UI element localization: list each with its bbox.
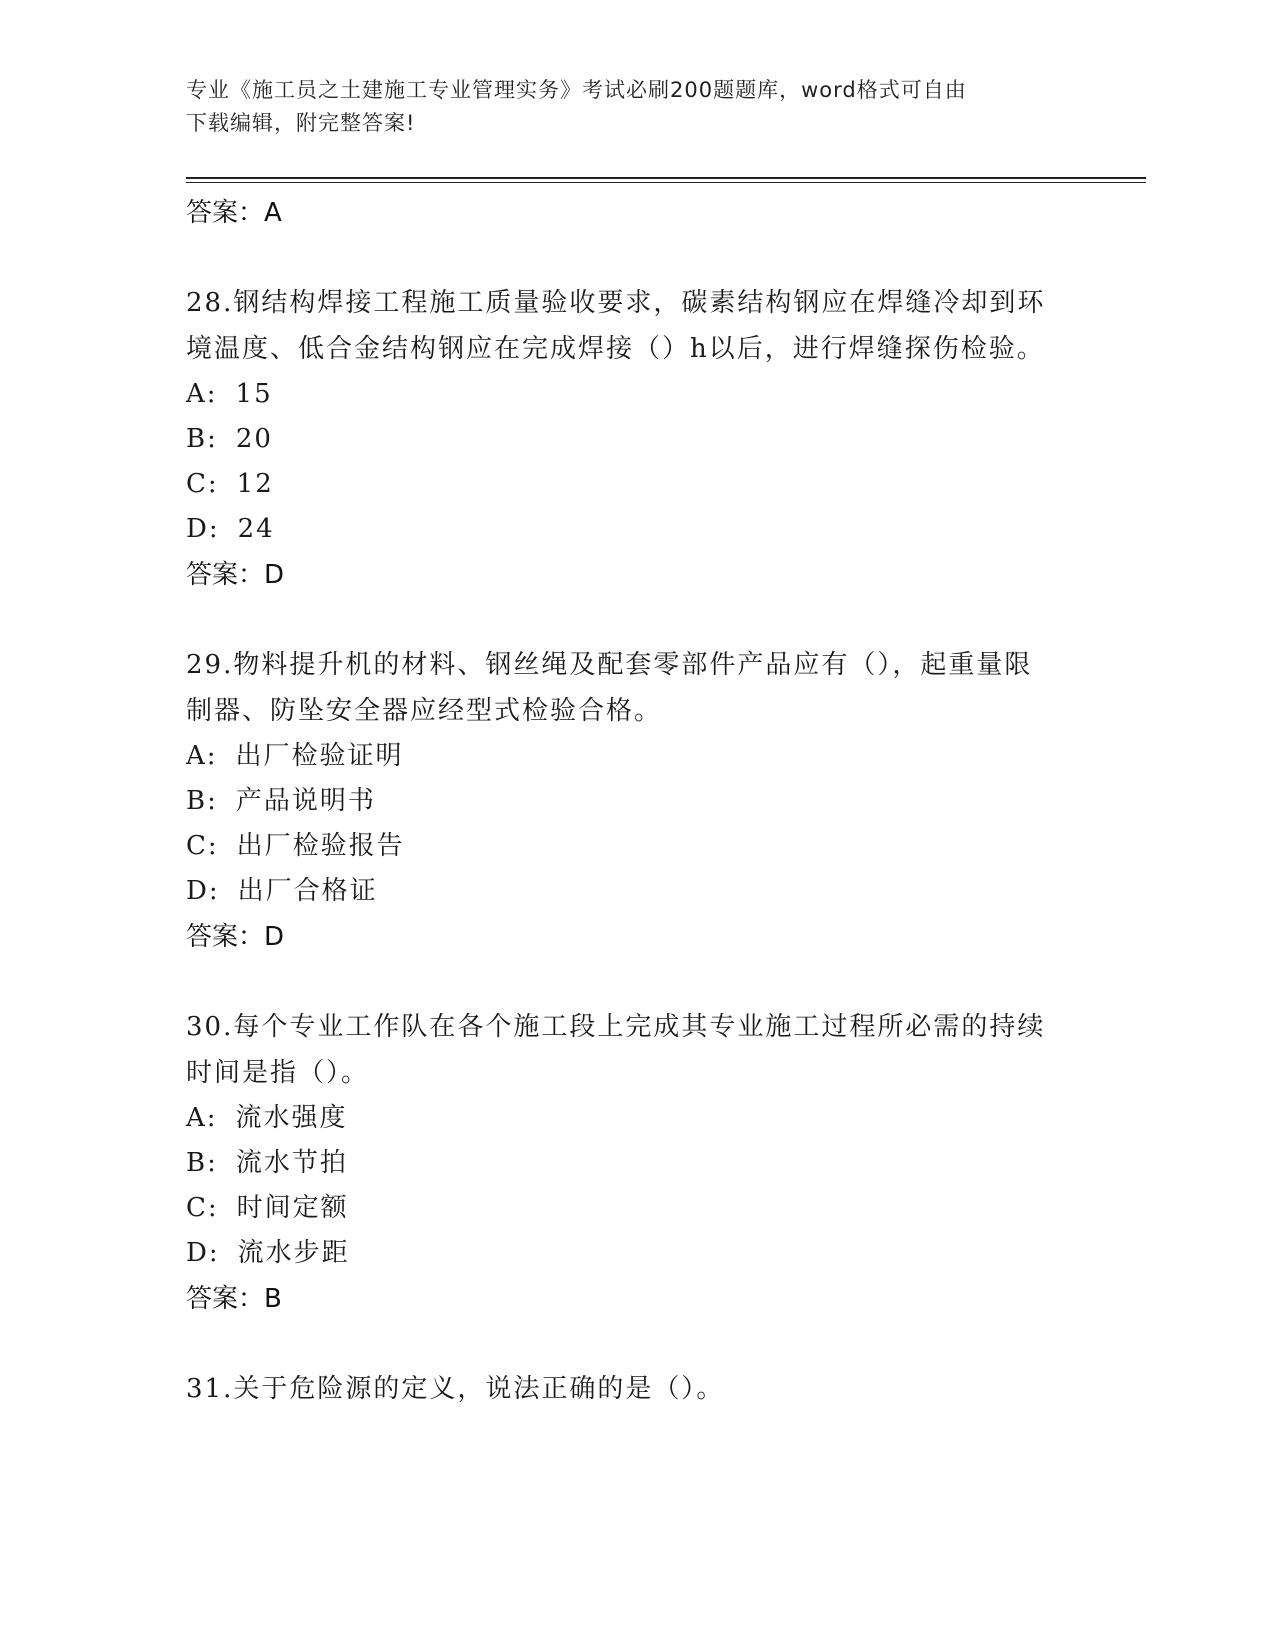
question-stem: 28.钢结构焊接工程施工质量验收要求，碳素结构钢应在焊缝冷却到环 境温度、低合金结构钢应在完成焊接（）h以后，进行焊缝探伤检验。 [186, 288, 1046, 364]
option-a: A: 流水强度 [186, 1103, 348, 1133]
answer-27: 答案：A [186, 198, 282, 228]
option-b: B: 流水节拍 [186, 1148, 348, 1178]
answer-30: 答案：B [186, 1284, 282, 1314]
page-header [186, 74, 1086, 140]
option-c: C: 时间定额 [186, 1193, 349, 1223]
option-d: D: 出厂合格证 [186, 876, 378, 906]
option-b: B: 产品说明书 [186, 786, 376, 816]
option-b: B: 20 [186, 424, 273, 454]
answer-28: 答案：D [186, 560, 285, 590]
question-stem: 31.关于危险源的定义，说法正确的是（）。 [186, 1374, 725, 1404]
question-stem: 29.物料提升机的材料、钢丝绳及配套零部件产品应有（），起重量限 制器、防坠安全器应经型式检验合格。 [186, 650, 1033, 726]
question-30 [186, 1004, 1086, 1322]
question-list [186, 190, 1086, 1412]
header-line-1: 专业《施工员之土建施工专业管理实务》考试必刷200题题库，word格式可自由 [186, 78, 967, 102]
answer-29: 答案：D [186, 922, 285, 952]
header-rule-thick [186, 177, 1146, 179]
option-c: C: 出厂检验报告 [186, 831, 405, 861]
question-29 [186, 642, 1086, 960]
question-28 [186, 280, 1086, 598]
question-31 [186, 1366, 1086, 1412]
question-stem: 30.每个专业工作队在各个施工段上完成其专业施工过程所必需的持续 时间是指（）。 [186, 1012, 1046, 1088]
option-d: D: 流水步距 [186, 1238, 350, 1268]
option-a: A: 15 [186, 379, 273, 409]
header-rule-thin [186, 182, 1146, 183]
header-line-2: 下载编辑，附完整答案! [186, 111, 416, 135]
option-c: C: 12 [186, 469, 274, 499]
option-d: D: 24 [186, 514, 275, 544]
option-a: A: 出厂检验证明 [186, 741, 404, 771]
